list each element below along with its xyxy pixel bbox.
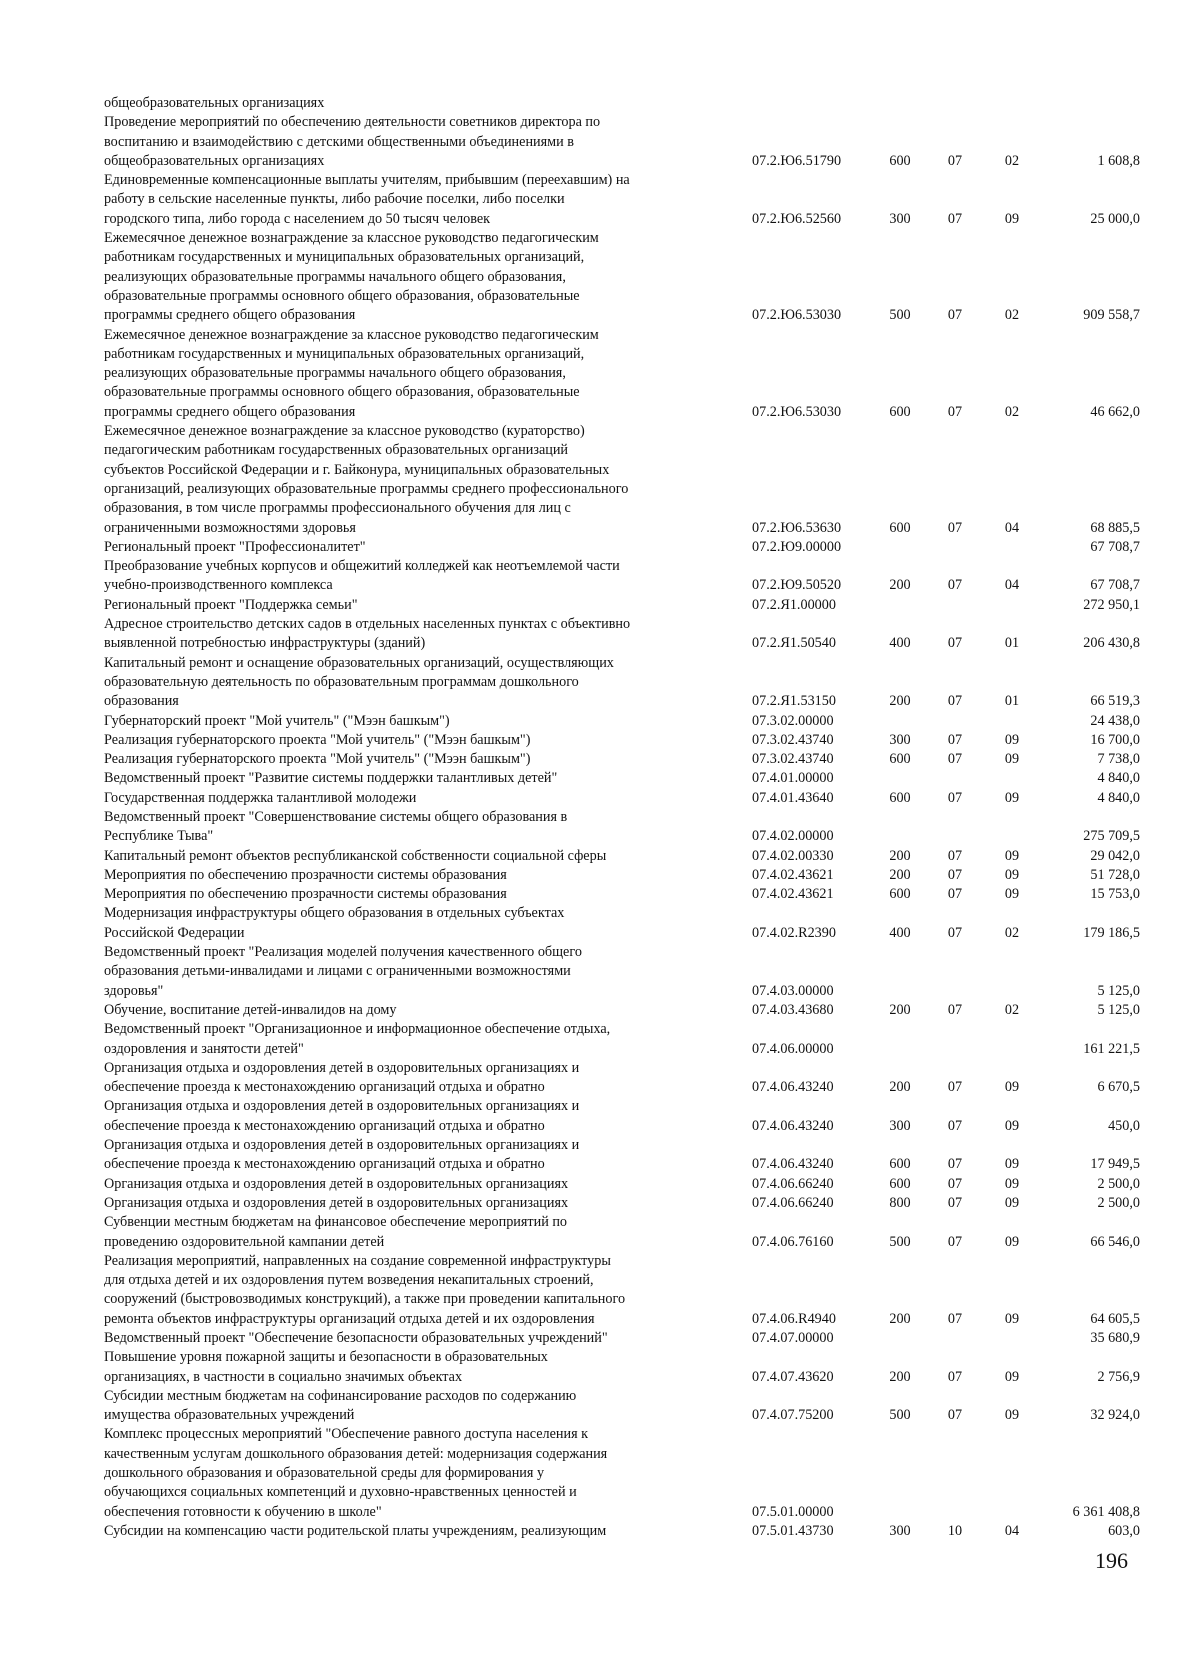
amount: 15 753,0	[1090, 886, 1140, 903]
amount	[1040, 94, 1140, 113]
row-name: Преобразование учебных корпусов и общежитий колледжей как неотъемлемой части учебно-производственного комплекса	[104, 558, 620, 594]
target-article-code: 07.2.Я1.50540	[752, 635, 836, 652]
expense-type-code: 500	[889, 1233, 911, 1250]
expense-type-code	[874, 94, 926, 113]
target-article-code: 07.2.Ю6.53030	[752, 307, 842, 324]
subsection-code: 01	[1004, 693, 1020, 710]
target-article-code: 07.4.02.43621	[752, 866, 834, 883]
target-article-code: 07.4.07.00000	[752, 1330, 834, 1346]
subsection-code	[984, 808, 1040, 847]
subsection-code: 09	[1004, 751, 1020, 768]
row-name: Мероприятия по обеспечению прозрачности системы образования	[104, 866, 507, 883]
section-code	[926, 943, 984, 1001]
target-article-code: 07.4.02.43621	[752, 886, 834, 903]
table-row	[104, 1194, 1140, 1213]
row-name: Ведомственный проект "Реализация моделей получения качественного общего образования детьми-инвалидами и лицами с ограниченными возможностями здоровья"	[104, 944, 582, 999]
amount: 68 885,5	[1090, 519, 1140, 536]
target-article-code: 07.2.Ю9.00000	[752, 538, 842, 555]
amount: 29 042,0	[1090, 847, 1140, 864]
row-name: Реализация губернаторского проекта "Мой учитель" ("Мээн башкым")	[104, 731, 531, 748]
section-code: 07	[947, 789, 963, 806]
row-name: Мероприятия по обеспечению прозрачности системы образования	[104, 886, 507, 903]
section-code	[926, 94, 984, 113]
section-code: 07	[947, 519, 963, 536]
section-code: 07	[947, 847, 963, 864]
target-article-code: 07.3.02.43740	[752, 751, 834, 768]
expense-type-code	[874, 1020, 926, 1059]
table-row	[104, 1097, 1140, 1136]
subsection-code	[984, 94, 1040, 113]
expense-type-code: 400	[889, 924, 911, 941]
amount: 46 662,0	[1090, 403, 1140, 420]
table-row	[104, 422, 1140, 538]
expense-type-code: 200	[889, 1368, 911, 1385]
target-article-code: 07.2.Ю6.52560	[752, 210, 842, 227]
subsection-code: 02	[1004, 1001, 1020, 1018]
page-number: 196	[1095, 1548, 1128, 1573]
table-row	[104, 789, 1140, 808]
target-article-code: 07.4.06.66240	[752, 1194, 834, 1211]
row-name: Организация отдыха и оздоровления детей в оздоровительных организациях и обеспечение проезда к местонахождению организаций отдыха и обратно	[104, 1059, 580, 1096]
expense-type-code	[874, 538, 926, 557]
table-row	[104, 1136, 1140, 1175]
section-code: 07	[947, 577, 963, 594]
target-article-code: 07.4.07.75200	[752, 1407, 834, 1424]
amount: 16 700,0	[1090, 731, 1140, 748]
section-code	[926, 712, 984, 731]
row-name: Реализация губернаторского проекта "Мой учитель" ("Мээн башкым")	[104, 751, 531, 768]
table-row	[104, 904, 1140, 943]
subsection-code: 09	[1004, 1407, 1020, 1424]
amount: 64 605,5	[1090, 1310, 1140, 1327]
expense-type-code	[874, 712, 926, 731]
amount: 5 125,0	[1097, 1001, 1140, 1018]
subsection-code	[984, 712, 1040, 731]
amount: 32 924,0	[1090, 1407, 1140, 1424]
table-row	[104, 1252, 1140, 1329]
row-name: Ежемесячное денежное вознаграждение за классное руководство педагогическим работникам государственных и муниципальных образовательных организаций, реализующих образовательные программы начального общего образования, образовательные программы основного общего образования, образовательные программы среднего общего образования	[104, 326, 599, 420]
amount: 161 221,5	[1083, 1040, 1140, 1057]
row-name: Единовременные компенсационные выплаты учителям, прибывшим (переехавшим) на работу в сельские населенные пункты, либо рабочие поселки, либо поселки городского типа, либо города с населением до 50 тысяч человек	[104, 172, 630, 227]
table-row	[104, 769, 1140, 788]
expense-type-code: 300	[889, 1117, 911, 1134]
expense-type-code: 600	[889, 789, 911, 806]
expense-type-code: 600	[889, 519, 911, 536]
table-row	[104, 1059, 1140, 1098]
row-name: общеобразовательных организациях	[104, 95, 325, 111]
amount: 179 186,5	[1083, 924, 1140, 941]
amount: 67 708,7	[1090, 538, 1140, 555]
target-article-code: 07.2.Ю6.51790	[752, 152, 842, 169]
table-row	[104, 326, 1140, 422]
row-name: Региональный проект "Поддержка семьи"	[104, 596, 358, 613]
row-name: Модернизация инфраструктуры общего образования в отдельных субъектах Российской Федерации	[104, 905, 565, 941]
section-code: 07	[947, 1407, 963, 1424]
section-code: 07	[947, 1117, 963, 1134]
target-article-code: 07.4.02.00000	[752, 828, 834, 845]
amount: 35 680,9	[1090, 1330, 1140, 1346]
row-name: Субвенции местным бюджетам на финансовое обеспечение мероприятий по проведению оздоровительной кампании детей	[104, 1214, 568, 1250]
table-row	[104, 615, 1140, 654]
target-article-code: 07.2.Ю6.53030	[752, 403, 842, 420]
expense-type-code: 600	[889, 152, 911, 169]
expense-type-code: 200	[889, 866, 911, 883]
table-row	[104, 538, 1140, 557]
target-article-code: 07.3.02.00000	[752, 712, 834, 729]
expense-type-code	[874, 1425, 926, 1521]
row-name: Ведомственный проект "Совершенствование системы общего образования в Республике Тыва"	[104, 808, 568, 845]
target-article-code: 07.2.Ю9.50520	[752, 577, 842, 594]
target-article-code: 07.4.07.43620	[752, 1368, 834, 1385]
subsection-code: 09	[1004, 886, 1020, 903]
amount: 4 840,0	[1097, 770, 1140, 787]
row-name: Губернаторский проект "Мой учитель" ("Мээн башкым")	[104, 712, 450, 729]
table-row	[104, 1001, 1140, 1020]
section-code	[926, 808, 984, 847]
table-row	[104, 171, 1140, 229]
target-article-code: 07.2.Ю6.53630	[752, 519, 842, 536]
section-code: 07	[947, 1079, 963, 1096]
subsection-code: 09	[1004, 1079, 1020, 1096]
subsection-code: 09	[1004, 1233, 1020, 1250]
target-article-code: 07.4.06.00000	[752, 1040, 834, 1057]
section-code: 07	[947, 307, 963, 324]
amount: 7 738,0	[1097, 751, 1140, 768]
row-name: Субсидии на компенсацию части родительской платы учреждениям, реализующим	[104, 1522, 607, 1539]
expense-type-code: 200	[889, 847, 911, 864]
subsection-code: 09	[1004, 1117, 1020, 1134]
subsection-code: 04	[1004, 519, 1020, 536]
expense-type-code: 300	[889, 731, 911, 748]
row-name: Капитальный ремонт объектов республиканской собственности социальной сферы	[104, 847, 607, 864]
target-article-code: 07.4.06.76160	[752, 1233, 834, 1250]
amount: 51 728,0	[1090, 866, 1140, 883]
amount: 206 430,8	[1083, 635, 1140, 652]
row-name: Государственная поддержка талантливой молодежи	[104, 789, 417, 806]
target-article-code: 07.2.Я1.00000	[752, 596, 836, 613]
amount: 25 000,0	[1090, 210, 1140, 227]
section-code: 07	[947, 403, 963, 420]
target-article-code: 07.2.Я1.53150	[752, 693, 836, 710]
section-code: 07	[947, 751, 963, 768]
subsection-code: 04	[1004, 1522, 1020, 1539]
target-article-code: 07.4.06.43240	[752, 1156, 834, 1173]
section-code	[926, 538, 984, 557]
amount: 17 949,5	[1090, 1156, 1140, 1173]
table-row	[104, 1348, 1140, 1387]
target-article-code: 07.4.01.00000	[752, 770, 834, 787]
expense-type-code: 200	[889, 1310, 911, 1327]
expense-type-code: 500	[889, 307, 911, 324]
section-code: 07	[947, 1310, 963, 1327]
section-code: 07	[947, 866, 963, 883]
subsection-code: 09	[1004, 1175, 1020, 1192]
expense-type-code	[874, 808, 926, 847]
row-name: Повышение уровня пожарной защиты и безопасности в образовательных организациях, в частности в социально значимых объектах	[104, 1349, 548, 1385]
expense-type-code: 200	[889, 693, 911, 710]
amount: 4 840,0	[1097, 789, 1140, 806]
expense-type-code: 300	[889, 210, 911, 227]
subsection-code	[984, 1425, 1040, 1521]
subsection-code	[984, 1020, 1040, 1059]
section-code: 07	[947, 693, 963, 710]
subsection-code: 04	[1004, 577, 1020, 594]
table-row	[104, 943, 1140, 1001]
row-name: Проведение мероприятий по обеспечению деятельности советников директора по воспитанию и взаимодействию с детскими общественными объединениями в общеобразовательных организациях	[104, 114, 601, 169]
subsection-code: 09	[1004, 1310, 1020, 1327]
row-name: Региональный проект "Профессионалитет"	[104, 538, 366, 555]
expense-type-code: 300	[889, 1522, 911, 1539]
amount: 272 950,1	[1083, 596, 1140, 613]
table-row	[104, 750, 1140, 769]
table-row	[104, 1020, 1140, 1059]
expense-type-code: 500	[889, 1407, 911, 1424]
amount: 5 125,0	[1097, 982, 1140, 999]
table-row	[104, 94, 1140, 113]
amount: 603,0	[1108, 1522, 1140, 1539]
target-article-code: 07.4.01.43640	[752, 789, 834, 806]
row-name: Ведомственный проект "Обеспечение безопасности образовательных учреждений"	[104, 1330, 608, 1346]
subsection-code	[984, 943, 1040, 1001]
subsection-code: 09	[1004, 1368, 1020, 1385]
row-name: Ведомственный проект "Организационное и информационное обеспечение отдыха, оздоровления и занятости детей"	[104, 1021, 611, 1057]
expense-type-code: 800	[889, 1194, 911, 1211]
table-row	[104, 885, 1140, 904]
row-name: Организация отдыха и оздоровления детей в оздоровительных организациях	[104, 1175, 569, 1192]
expense-type-code	[874, 1329, 926, 1348]
expense-type-code	[874, 596, 926, 615]
section-code	[926, 1329, 984, 1348]
subsection-code: 09	[1004, 731, 1020, 748]
amount: 66 519,3	[1090, 693, 1140, 710]
section-code: 07	[947, 924, 963, 941]
amount: 2 500,0	[1097, 1194, 1140, 1211]
amount: 67 708,7	[1090, 577, 1140, 594]
expense-type-code: 600	[889, 1175, 911, 1192]
expense-type-code: 600	[889, 751, 911, 768]
table-row	[104, 654, 1140, 712]
budget-table	[104, 94, 1140, 1541]
section-code: 07	[947, 210, 963, 227]
subsection-code: 09	[1004, 866, 1020, 883]
section-code: 07	[947, 1001, 963, 1018]
table-row	[104, 847, 1140, 866]
subsection-code	[984, 1329, 1040, 1348]
section-code: 07	[947, 152, 963, 169]
amount: 66 546,0	[1090, 1233, 1140, 1250]
target-article-code: 07.5.01.43730	[752, 1522, 834, 1539]
amount: 2 756,9	[1097, 1368, 1140, 1385]
target-article-code: 07.4.06.43240	[752, 1079, 834, 1096]
row-name: Организация отдыха и оздоровления детей в оздоровительных организациях	[104, 1194, 569, 1211]
amount: 275 709,5	[1083, 828, 1140, 845]
subsection-code: 02	[1004, 152, 1020, 169]
target-article-code: 07.3.02.43740	[752, 731, 834, 748]
table-row	[104, 1175, 1140, 1194]
section-code: 07	[947, 1194, 963, 1211]
subsection-code: 01	[1004, 635, 1020, 652]
subsection-code: 09	[1004, 847, 1020, 864]
amount: 909 558,7	[1083, 307, 1140, 324]
target-article-code: 07.4.02.00330	[752, 847, 834, 864]
target-article-code: 07.4.06.43240	[752, 1117, 834, 1134]
section-code: 07	[947, 731, 963, 748]
table-row	[104, 557, 1140, 596]
row-name: Реализация мероприятий, направленных на создание современной инфраструктуры для отдыха детей и их оздоровления путем возведения некапитальных строений, сооружений (быстровозводимых конструкций), а также при проведении капитального ремонта объектов инфраструктуры организаций отдыха детей и их оздоровления	[104, 1252, 626, 1327]
target-article-code: 07.5.01.00000	[752, 1503, 834, 1520]
section-code: 10	[947, 1522, 963, 1539]
section-code: 07	[947, 886, 963, 903]
subsection-code: 09	[1004, 1194, 1020, 1211]
section-code: 07	[947, 1368, 963, 1385]
table-row	[104, 1329, 1140, 1348]
amount: 1 608,8	[1097, 152, 1140, 169]
subsection-code	[984, 769, 1040, 788]
table-row	[104, 712, 1140, 731]
row-name: Комплекс процессных мероприятий "Обеспечение равного доступа населения к качественным услугам дошкольного образования детей: модернизация содержания дошкольного образования и образовательной среды для формирования у обучающихся социальных компетенций и духовно-нравственных ценностей и обеспечения готовности к обучению в школе"	[104, 1426, 608, 1520]
amount: 6 361 408,8	[1072, 1503, 1140, 1520]
row-name: Субсидии местным бюджетам на софинансирование расходов по содержанию имущества образовательных учреждений	[104, 1387, 577, 1424]
amount: 450,0	[1108, 1117, 1140, 1134]
expense-type-code: 600	[889, 403, 911, 420]
row-name: Ведомственный проект "Развитие системы поддержки талантливых детей"	[104, 770, 558, 787]
amount: 24 438,0	[1090, 712, 1140, 729]
expense-type-code: 400	[889, 635, 911, 652]
subsection-code: 09	[1004, 1156, 1020, 1173]
target-article-code: 07.4.06.R4940	[752, 1310, 836, 1327]
expense-type-code	[874, 769, 926, 788]
table-row	[104, 1387, 1140, 1426]
row-name: Капитальный ремонт и оснащение образовательных организаций, осуществляющих образовательную деятельность по образовательным программам дошкольного образования	[104, 654, 614, 710]
expense-type-code	[874, 943, 926, 1001]
subsection-code	[984, 596, 1040, 615]
expense-type-code: 200	[889, 1001, 911, 1018]
expense-type-code: 600	[889, 1156, 911, 1173]
target-article-code: 07.4.03.00000	[752, 982, 834, 999]
table-row	[104, 808, 1140, 847]
target-article-code: 07.4.06.66240	[752, 1175, 834, 1192]
amount: 2 500,0	[1097, 1175, 1140, 1192]
table-row	[104, 731, 1140, 750]
table-row	[104, 1522, 1140, 1541]
row-name: Адресное строительство детских садов в отдельных населенных пунктах с объективно выявленной потребностью инфраструктуры (зданий)	[104, 616, 631, 652]
expense-type-code: 600	[889, 886, 911, 903]
expense-type-code: 200	[889, 577, 911, 594]
table-row	[104, 866, 1140, 885]
section-code: 07	[947, 1175, 963, 1192]
subsection-code: 02	[1004, 307, 1020, 324]
section-code	[926, 769, 984, 788]
target-article-code	[746, 94, 874, 113]
target-article-code: 07.4.02.R2390	[752, 924, 836, 941]
table-row	[104, 596, 1140, 615]
section-code: 07	[947, 635, 963, 652]
row-name: Организация отдыха и оздоровления детей в оздоровительных организациях и обеспечение проезда к местонахождению организаций отдыха и обратно	[104, 1098, 580, 1134]
table-row	[104, 1425, 1140, 1521]
table-row	[104, 229, 1140, 325]
row-name: Ежемесячное денежное вознаграждение за классное руководство педагогическим работникам государственных и муниципальных образовательных организаций, реализующих образовательные программы начального общего образования, образовательные программы основного общего образования, образовательные программы среднего общего образования	[104, 230, 599, 324]
subsection-code	[984, 538, 1040, 557]
row-name: Ежемесячное денежное вознаграждение за классное руководство (кураторство) педагогическим работникам государственных образовательных организаций субъектов Российской Федерации и г. Байконура, муниципальных образовательных организаций, реализующих образовательные программы среднего профессионального образования, в том числе программы профессионального обучения для лиц с ограниченными возможностями здоровья	[104, 423, 629, 536]
section-code: 07	[947, 1233, 963, 1250]
budget-table-body	[104, 94, 1140, 1541]
subsection-code: 02	[1004, 403, 1020, 420]
subsection-code: 02	[1004, 924, 1020, 941]
section-code	[926, 1020, 984, 1059]
subsection-code: 09	[1004, 210, 1020, 227]
section-code	[926, 1425, 984, 1521]
expense-type-code: 200	[889, 1079, 911, 1096]
section-code	[926, 596, 984, 615]
row-name: Обучение, воспитание детей-инвалидов на дому	[104, 1001, 397, 1018]
target-article-code: 07.4.03.43680	[752, 1001, 834, 1018]
section-code: 07	[947, 1156, 963, 1173]
amount: 6 670,5	[1097, 1079, 1140, 1096]
table-row	[104, 1213, 1140, 1252]
subsection-code: 09	[1004, 789, 1020, 806]
table-row	[104, 113, 1140, 171]
row-name: Организация отдыха и оздоровления детей в оздоровительных организациях и обеспечение проезда к местонахождению организаций отдыха и обратно	[104, 1137, 580, 1173]
